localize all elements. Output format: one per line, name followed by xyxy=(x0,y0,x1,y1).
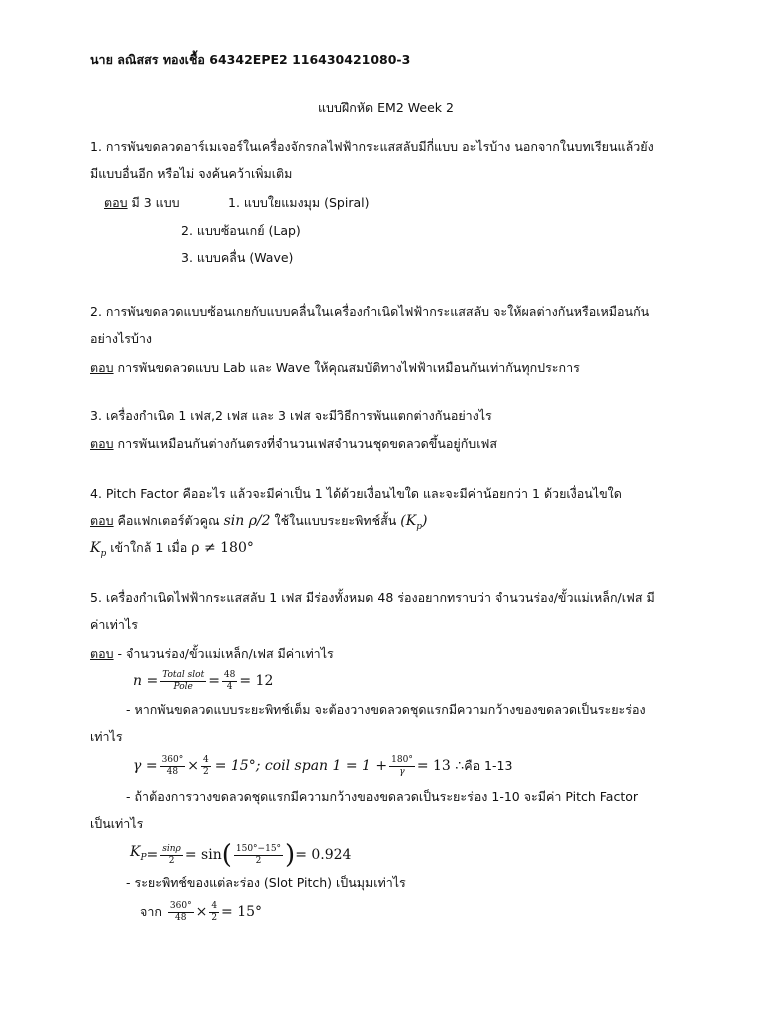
q3-answer xyxy=(90,436,497,452)
q1-answer xyxy=(104,195,180,211)
q5-bullet-3-cont: เป็นเท่าไร xyxy=(90,816,144,831)
equation-slot-pitch: จาก $\frac{360^\circ}{48}$ × $\frac{4}{2}$ = 15° xyxy=(140,900,263,923)
q4-condition: ρ ≠ 180° xyxy=(191,540,254,556)
q5-bullet-4: - ระยะพิทช์ของแต่ละร่อง (Slot Pitch) เป็นมุมเท่าไร xyxy=(126,875,406,890)
q4-line1: 4. Pitch Factor คืออะไร แล้วจะมีค่าเป็น 1 ได้ด้วยเงื่อนไขใด และจะมีค่าน้อยกว่า 1 ด้วยเงื่อนไขใด xyxy=(90,486,622,501)
q5-line1: 5. เครื่องกำเนิดไฟฟ้ากระแสสลับ 1 เฟส มีร่องทั้งหมด 48 ร่องอยากทราบว่า จำนวนร่อง/ขั้วแม่เหล็ก/เฟส มี xyxy=(90,590,655,605)
answer-label: ตอบ xyxy=(90,513,114,528)
q1-line2: มีแบบอื่นอีก หรือไม่ จงค้นคว้าเพิ่มเติม xyxy=(90,166,293,181)
equation-pitch-factor: $K_P$ = $\frac{\sin\rho}{2}$ = sin ( $\frac{150^\circ-15^\circ}{2}$ ) = 0.924 xyxy=(130,840,352,870)
q4-answer-text-a: คือแฟกเตอร์ตัวคูณ xyxy=(113,513,224,528)
q3-line1: 3. เครื่องกำเนิด 1 เฟส,2 เฟส และ 3 เฟส จะมีวิธีการพันแตกต่างกันอย่างไร xyxy=(90,408,492,423)
author-line: นาย ลณิสสร ทองเชื้อ 64342EPE2 116430421080-3 xyxy=(90,52,411,67)
q4-kp-symbol: $(K_p)$ xyxy=(400,513,428,532)
q5-bullet-2: - หากพันขดลวดแบบระยะพิทช์เต็ม จะต้องวางขดลวดชุดแรกมีความกว้างของขดลวดเป็นระยะร่อง xyxy=(126,702,646,717)
q5-bullet-2-cont: เท่าไร xyxy=(90,729,123,744)
q5-bullet-1: - จำนวนร่อง/ขั้วแม่เหล็ก/เฟส มีค่าเท่าไร xyxy=(113,646,334,661)
equation-slots-per-pole: n = $\frac{\text{Total slot}}{\text{Pole}}$ = $\frac{48}{4}$ = 12 xyxy=(133,669,274,692)
q5-answer xyxy=(90,646,334,662)
kp-symbol: $K_p$ xyxy=(90,540,107,559)
q1-item-1: 1. แบบใยแมงมุม (Spiral) xyxy=(228,195,370,210)
q1-line1: 1. การพันขดลวดอาร์เมเจอร์ในเครื่องจักรกลไฟฟ้ากระแสสลับมีกี่แบบ อะไรบ้าง นอกจากในบทเรียนแล้วยัง xyxy=(90,139,654,154)
q2-line2: อย่างไรบ้าง xyxy=(90,331,153,346)
q2-answer xyxy=(90,360,580,376)
q2-answer-text: การพันขดลวดแบบ Lab และ Wave ให้คุณสมบัติทางไฟฟ้าเหมือนกันเท่ากันทุกประการ xyxy=(113,360,580,375)
q1-answer-intro: มี 3 แบบ xyxy=(127,195,180,210)
q4-sin-expression: sin ρ/2 xyxy=(223,513,271,529)
answer-label: ตอบ xyxy=(90,360,114,375)
q4-line3-text: เข้าใกล้ 1 เมื่อ xyxy=(106,540,192,555)
answer-label: ตอบ xyxy=(90,436,114,451)
q4-answer-text-b: ใช้ในแบบระยะพิทช์สั้น xyxy=(270,513,401,528)
q4-line3 xyxy=(90,540,254,562)
q1-item-2: 2. แบบซ้อนเกย์ (Lap) xyxy=(181,223,301,238)
q5-bullet-3: - ถ้าต้องการวางขดลวดชุดแรกมีความกว้างของขดลวดเป็นระยะร่อง 1-10 จะมีค่า Pitch Factor xyxy=(126,789,639,804)
q4-answer xyxy=(90,513,427,535)
q2-line1: 2. การพันขดลวดแบบซ้อนเกยกับแบบคลื่นในเครื่องกำเนิดไฟฟ้ากระแสสลับ จะให้ผลต่างกันหรือเหมือนกัน xyxy=(90,304,650,319)
answer-label: ตอบ xyxy=(104,195,128,210)
kp-symbol: $K_P$ xyxy=(130,844,147,863)
q3-answer-text: การพันเหมือนกันต่างกันตรงที่จำนวนเฟสจำนวนชุดขดลวดขึ้นอยู่กับเฟส xyxy=(113,436,497,451)
answer-label: ตอบ xyxy=(90,646,114,661)
q5-line2: ค่าเท่าไร xyxy=(90,617,138,632)
q1-item-3: 3. แบบคลื่น (Wave) xyxy=(181,250,294,265)
page-title: แบบฝึกหัด EM2 Week 2 xyxy=(318,100,454,115)
equation-coil-span: γ = $\frac{360^\circ}{48}$ × $\frac{4}{2}$ = 15°; coil span 1 = 1 + $\frac{180^\circ}{\gamma}$ = 13 ∴ คือ 1-13 xyxy=(133,754,513,777)
